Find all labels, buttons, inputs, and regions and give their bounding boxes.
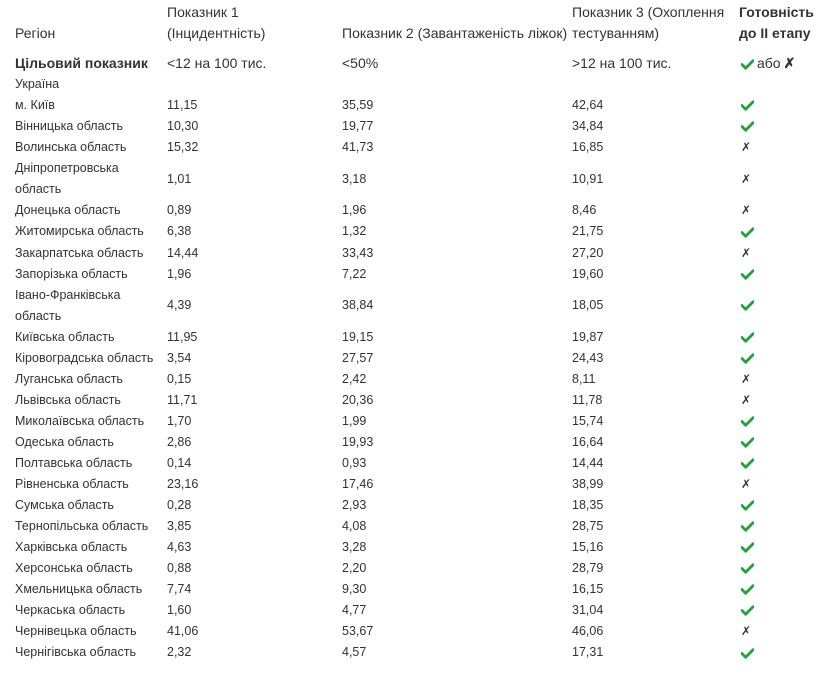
readiness-cell bbox=[739, 137, 834, 158]
indicator-1-cell: 0,15 bbox=[167, 371, 192, 386]
indicator-2-cell: 7,22 bbox=[342, 266, 367, 281]
header-region: Регіон bbox=[15, 25, 56, 41]
indicator-3-cell: 38,99 bbox=[572, 477, 604, 492]
table-row bbox=[15, 390, 834, 411]
indicator-1-cell: 0,88 bbox=[167, 561, 192, 576]
indicator-1-cell: 11,95 bbox=[167, 329, 198, 344]
readiness-cell bbox=[739, 432, 834, 453]
indicator-2-cell: 9,30 bbox=[342, 582, 367, 597]
region-cell: Вінницька область bbox=[15, 119, 124, 133]
table-row bbox=[15, 242, 834, 263]
indicator-2-cell: 19,77 bbox=[342, 119, 374, 133]
readiness-cell bbox=[739, 369, 834, 390]
checkmark-icon bbox=[741, 353, 754, 364]
readiness-cell bbox=[739, 621, 834, 642]
header-indicator-2: Показник 2 (Завантаженість ліжок) bbox=[342, 25, 568, 41]
table-row bbox=[15, 116, 834, 137]
indicator-1-cell: 2,86 bbox=[167, 435, 192, 450]
indicator-2-cell: 1,96 bbox=[342, 203, 367, 218]
table-row bbox=[15, 264, 834, 285]
table-row bbox=[15, 453, 834, 474]
indicator-2-cell: 27,57 bbox=[342, 350, 374, 365]
indicator-3-cell: 19,60 bbox=[572, 266, 604, 281]
region-cell: Херсонська область bbox=[15, 561, 133, 576]
table-row bbox=[15, 579, 834, 600]
checkmark-icon bbox=[741, 59, 754, 70]
cross-icon: ✗ bbox=[783, 55, 796, 71]
header-row bbox=[15, 0, 834, 53]
indicator-3-cell: 24,43 bbox=[572, 350, 604, 365]
region-cell: Луганська область bbox=[15, 371, 123, 386]
target-indicator-3: >12 на 100 тис. bbox=[572, 55, 672, 71]
region-cell: Одеська область bbox=[15, 435, 114, 450]
indicator-3-cell: 18,35 bbox=[572, 498, 604, 513]
indicator-3-cell: 8,46 bbox=[572, 203, 597, 218]
readiness-cell bbox=[739, 285, 834, 327]
readiness-cell bbox=[739, 579, 834, 600]
indicator-1-cell: 11,71 bbox=[167, 392, 198, 407]
readiness-cell bbox=[739, 221, 834, 242]
readiness-cell bbox=[739, 642, 834, 663]
indicator-1-cell: 41,06 bbox=[167, 624, 199, 639]
region-readiness-table bbox=[15, 0, 834, 663]
indicator-1-cell: 10,30 bbox=[167, 119, 199, 133]
indicator-2-cell bbox=[342, 74, 572, 95]
checkmark-icon bbox=[741, 437, 754, 448]
indicator-3-cell: 31,04 bbox=[572, 603, 604, 618]
target-readiness-legend bbox=[739, 53, 834, 74]
region-cell: Хмельницька область bbox=[15, 582, 143, 597]
legend-or-text: або bbox=[757, 55, 781, 71]
readiness-cell bbox=[739, 74, 834, 95]
region-cell: Чернігівська область bbox=[15, 645, 136, 660]
table-row bbox=[15, 137, 834, 158]
readiness-cell bbox=[739, 158, 834, 200]
table-row bbox=[15, 369, 834, 390]
table-row bbox=[15, 558, 834, 579]
region-cell: Тернопільська область bbox=[15, 519, 149, 534]
indicator-1-cell: 4,63 bbox=[167, 540, 192, 555]
indicator-1-cell: 0,89 bbox=[167, 203, 192, 218]
indicator-1-cell: 3,54 bbox=[167, 350, 192, 365]
region-cell: Харківська область bbox=[15, 540, 128, 555]
table-row bbox=[15, 474, 834, 495]
indicator-3-cell: 42,64 bbox=[572, 98, 604, 112]
indicator-2-cell: 3,28 bbox=[342, 540, 367, 555]
table-row bbox=[15, 516, 834, 537]
indicator-2-cell: 2,42 bbox=[342, 371, 367, 386]
table-row bbox=[15, 95, 834, 116]
cross-icon: ✗ bbox=[741, 477, 752, 492]
table-row bbox=[15, 411, 834, 432]
indicator-2-cell: 17,46 bbox=[342, 477, 374, 492]
indicator-3-cell: 15,74 bbox=[572, 414, 604, 429]
table-row bbox=[15, 158, 834, 200]
cross-icon: ✗ bbox=[741, 624, 752, 639]
readiness-cell bbox=[739, 327, 834, 348]
indicator-3-cell: 28,79 bbox=[572, 561, 604, 576]
indicator-1-cell: 0,28 bbox=[167, 498, 192, 513]
indicator-1-cell: 3,85 bbox=[167, 519, 192, 534]
indicator-2-cell: 19,15 bbox=[342, 329, 374, 344]
indicator-1-cell: 4,39 bbox=[167, 298, 192, 313]
region-cell: Україна bbox=[15, 77, 60, 91]
checkmark-icon bbox=[741, 584, 754, 595]
table-row bbox=[15, 642, 834, 663]
indicator-1-cell: 2,32 bbox=[167, 645, 192, 660]
indicator-3-cell: 34,84 bbox=[572, 119, 604, 133]
indicator-3-cell: 19,87 bbox=[572, 329, 604, 344]
readiness-cell bbox=[739, 116, 834, 137]
readiness-cell bbox=[739, 474, 834, 495]
table-row bbox=[15, 600, 834, 621]
region-cell: Дніпропетровська область bbox=[15, 161, 119, 197]
region-cell: Запорізька область bbox=[15, 266, 128, 281]
indicator-1-cell: 14,44 bbox=[167, 245, 199, 260]
checkmark-icon bbox=[741, 500, 754, 511]
indicator-2-cell: 2,93 bbox=[342, 498, 367, 513]
indicator-3-cell: 16,15 bbox=[572, 582, 604, 597]
table-row bbox=[15, 200, 834, 221]
cross-icon: ✗ bbox=[741, 171, 752, 186]
table-row bbox=[15, 348, 834, 369]
indicator-2-cell: 41,73 bbox=[342, 140, 374, 155]
readiness-cell bbox=[739, 348, 834, 369]
indicator-1-cell: 1,96 bbox=[167, 266, 192, 281]
readiness-cell bbox=[739, 558, 834, 579]
indicator-3-cell: 46,06 bbox=[572, 624, 604, 639]
checkmark-icon bbox=[741, 416, 754, 427]
indicator-1-cell: 11,15 bbox=[167, 98, 198, 112]
indicator-3-cell: 16,64 bbox=[572, 435, 604, 450]
table-row bbox=[15, 495, 834, 516]
cross-icon: ✗ bbox=[741, 393, 752, 408]
region-cell: Сумська область bbox=[15, 498, 114, 513]
checkmark-icon bbox=[741, 227, 754, 238]
indicator-3-cell: 28,75 bbox=[572, 519, 604, 534]
checkmark-icon bbox=[741, 563, 754, 574]
checkmark-icon bbox=[741, 605, 754, 616]
indicator-1-cell: 0,14 bbox=[167, 456, 192, 471]
checkmark-icon bbox=[741, 542, 754, 553]
indicator-1-cell: 6,38 bbox=[167, 224, 192, 239]
checkmark-icon bbox=[741, 521, 754, 532]
region-cell: Житомирська область bbox=[15, 224, 144, 239]
region-cell: Полтавська область bbox=[15, 456, 133, 471]
checkmark-icon bbox=[741, 100, 754, 111]
region-cell: Миколаївська область bbox=[15, 414, 145, 429]
header-readiness: Готовність до ІІ етапу bbox=[739, 4, 814, 41]
table-row bbox=[15, 327, 834, 348]
table-row bbox=[15, 537, 834, 558]
indicator-2-cell: 2,20 bbox=[342, 561, 367, 576]
table-row bbox=[15, 221, 834, 242]
header-indicator-3: Показник 3 (Охоплення тестуванням) bbox=[572, 4, 725, 41]
region-cell: Івано-Франківська область bbox=[15, 287, 121, 323]
indicator-1-cell: 15,32 bbox=[167, 140, 199, 155]
indicator-1-cell: 23,16 bbox=[167, 477, 199, 492]
indicator-1-cell: 7,74 bbox=[167, 582, 192, 597]
checkmark-icon bbox=[741, 269, 754, 280]
table-row bbox=[15, 432, 834, 453]
readiness-cell bbox=[739, 537, 834, 558]
region-cell: Львівська область bbox=[15, 392, 121, 407]
indicator-1-cell bbox=[167, 74, 342, 95]
region-cell: Рівненська область bbox=[15, 477, 129, 492]
header-indicator-1: Показник 1 (Інцидентність) bbox=[167, 4, 266, 41]
region-cell: Київська область bbox=[15, 329, 115, 344]
indicator-2-cell: 0,93 bbox=[342, 456, 367, 471]
readiness-cell bbox=[739, 95, 834, 116]
readiness-cell bbox=[739, 242, 834, 263]
checkmark-icon bbox=[741, 458, 754, 469]
target-row bbox=[15, 53, 834, 74]
readiness-cell bbox=[739, 516, 834, 537]
indicator-3-cell: 21,75 bbox=[572, 224, 604, 239]
readiness-cell bbox=[739, 411, 834, 432]
indicator-3-cell: 11,78 bbox=[572, 392, 603, 407]
region-cell: Волинська область bbox=[15, 140, 127, 155]
cross-icon: ✗ bbox=[741, 203, 752, 218]
indicator-3-cell: 27,20 bbox=[572, 245, 604, 260]
indicator-2-cell: 1,99 bbox=[342, 414, 367, 429]
readiness-cell bbox=[739, 200, 834, 221]
indicator-1-cell: 1,01 bbox=[167, 171, 192, 186]
readiness-cell bbox=[739, 453, 834, 474]
target-indicator-2: <50% bbox=[342, 55, 379, 71]
indicator-2-cell: 4,57 bbox=[342, 645, 367, 660]
checkmark-icon bbox=[741, 121, 754, 132]
table-row bbox=[15, 285, 834, 327]
indicator-2-cell: 38,84 bbox=[342, 298, 374, 313]
indicator-2-cell: 1,32 bbox=[342, 224, 367, 239]
table-row bbox=[15, 621, 834, 642]
indicator-3-cell: 18,05 bbox=[572, 298, 604, 313]
indicator-3-cell: 8,11 bbox=[572, 371, 596, 386]
indicator-2-cell: 4,77 bbox=[342, 603, 367, 618]
checkmark-icon bbox=[741, 300, 754, 311]
indicator-3-cell: 14,44 bbox=[572, 456, 604, 471]
checkmark-icon bbox=[741, 332, 754, 343]
target-label: Цільовий показник bbox=[15, 55, 148, 71]
indicator-1-cell: 1,70 bbox=[167, 414, 192, 429]
indicator-2-cell: 53,67 bbox=[342, 624, 374, 639]
indicator-2-cell: 20,36 bbox=[342, 392, 374, 407]
indicator-2-cell: 4,08 bbox=[342, 519, 367, 534]
readiness-cell bbox=[739, 390, 834, 411]
cross-icon: ✗ bbox=[741, 371, 752, 386]
table-row bbox=[15, 74, 834, 95]
cross-icon: ✗ bbox=[741, 140, 752, 155]
indicator-2-cell: 3,18 bbox=[342, 171, 367, 186]
cross-icon: ✗ bbox=[741, 245, 752, 260]
region-cell: Донецька область bbox=[15, 203, 121, 218]
indicator-2-cell: 19,93 bbox=[342, 435, 374, 450]
region-cell: м. Київ bbox=[15, 98, 55, 112]
region-cell: Черкаська область bbox=[15, 603, 126, 618]
indicator-3-cell: 10,91 bbox=[572, 171, 604, 186]
readiness-cell bbox=[739, 600, 834, 621]
region-cell: Кіровоградська область bbox=[15, 350, 154, 365]
indicator-3-cell bbox=[572, 74, 739, 95]
target-indicator-1: <12 на 100 тис. bbox=[167, 55, 267, 71]
indicator-3-cell: 15,16 bbox=[572, 540, 604, 555]
indicator-2-cell: 35,59 bbox=[342, 98, 374, 112]
indicator-3-cell: 17,31 bbox=[572, 645, 604, 660]
checkmark-icon bbox=[741, 648, 754, 659]
indicator-1-cell: 1,60 bbox=[167, 603, 192, 618]
indicator-2-cell: 33,43 bbox=[342, 245, 374, 260]
region-cell: Чернівецька область bbox=[15, 624, 137, 639]
readiness-cell bbox=[739, 264, 834, 285]
indicator-3-cell: 16,85 bbox=[572, 140, 604, 155]
region-cell: Закарпатська область bbox=[15, 245, 144, 260]
readiness-cell bbox=[739, 495, 834, 516]
